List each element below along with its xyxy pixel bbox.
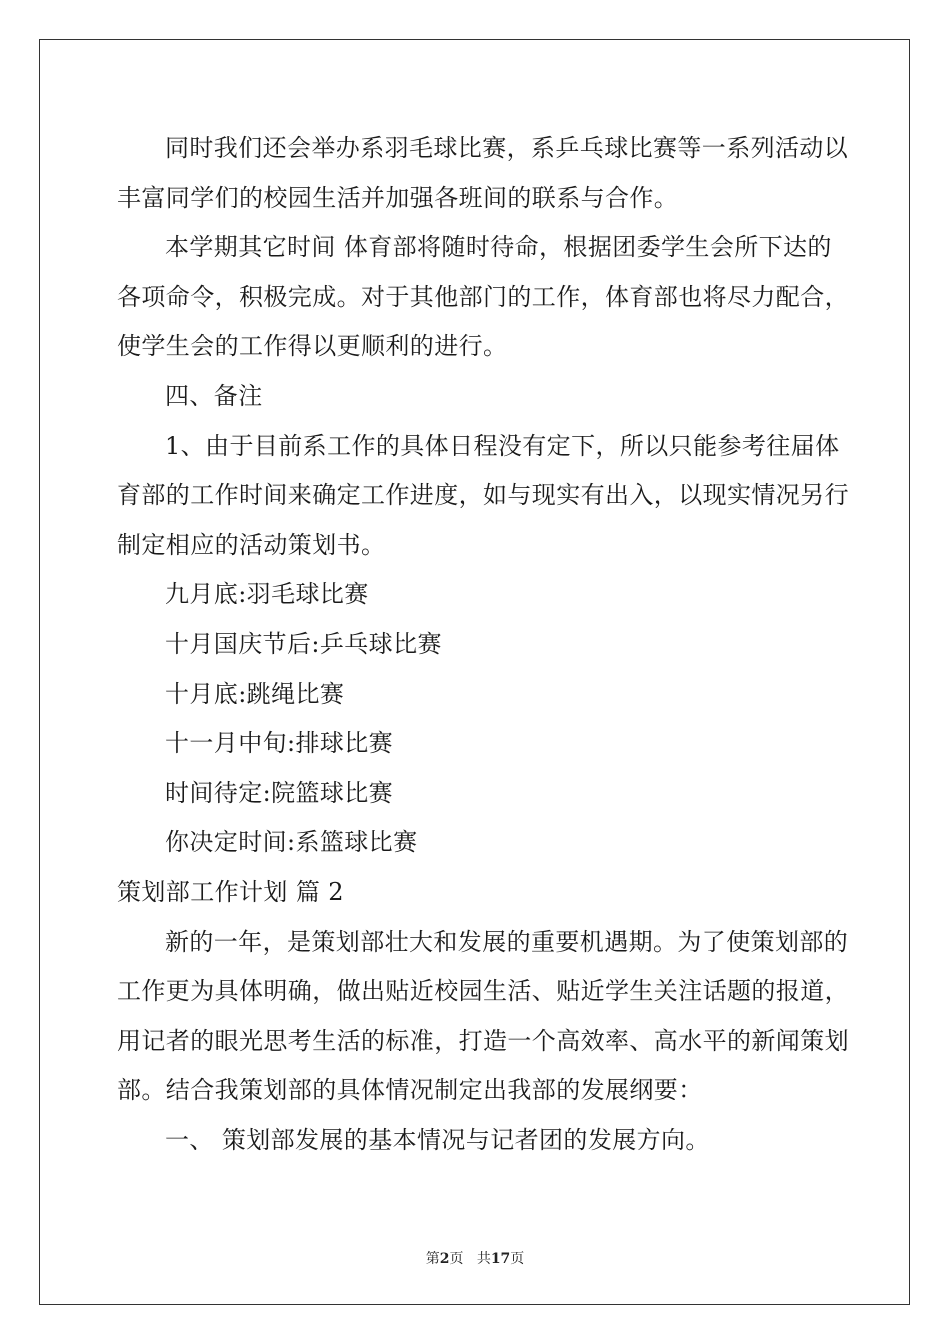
article-title: 策划部工作计划 篇 2	[117, 877, 344, 906]
document-body	[117, 124, 849, 1165]
schedule-item: 九月底:羽毛球比赛	[165, 580, 369, 609]
page-suffix: 页	[449, 1251, 464, 1267]
total-suffix: 页	[510, 1251, 525, 1267]
schedule-item: 十月底:跳绳比赛	[165, 679, 345, 708]
total-pages: 17	[490, 1251, 511, 1267]
paragraph-line: 各项命令，积极完成。对于其他部门的工作，体育部也将尽力配合，	[117, 282, 849, 311]
paragraph-line: 1、由于目前系工作的具体日程没有定下，所以只能参考往届体	[165, 431, 840, 460]
paragraph-line: 同时我们还会举办系羽毛球比赛，系乒乓球比赛等一系列活动以	[165, 134, 849, 162]
paragraph-line: 部。结合我策划部的具体情况制定出我部的发展纲要：	[117, 1076, 703, 1105]
schedule-item: 十月国庆节后:乒乓球比赛	[165, 629, 442, 658]
paragraph-line: 用记者的眼光思考生活的标准，打造一个高效率、高水平的新闻策划	[117, 1026, 849, 1055]
schedule-item: 你决定时间:系篮球比赛	[165, 828, 418, 857]
section-heading: 四、备注	[165, 381, 263, 410]
page-footer	[0, 1248, 950, 1268]
paragraph-line: 制定相应的活动策划书。	[117, 530, 386, 559]
section-heading: 一、 策划部发展的基本情况与记者团的发展方向。	[165, 1125, 710, 1154]
total-prefix: 共	[476, 1251, 491, 1267]
schedule-item: 时间待定:院篮球比赛	[165, 778, 394, 807]
page-prefix: 第	[425, 1251, 440, 1267]
paragraph-line: 使学生会的工作得以更顺利的进行。	[117, 332, 508, 361]
page-number: 2	[439, 1251, 450, 1267]
paragraph-line: 工作更为具体明确，做出贴近校园生活、贴近学生关注话题的报道，	[117, 977, 849, 1006]
paragraph-line: 丰富同学们的校园生活并加强各班间的联系与合作。	[117, 183, 679, 212]
schedule-item: 十一月中旬:排球比赛	[165, 729, 394, 758]
paragraph-line: 本学期其它时间 体育部将随时待命，根据团委学生会所下达的	[165, 233, 832, 262]
paragraph-line: 新的一年，是策划部壮大和发展的重要机遇期。为了使策划部的	[165, 927, 849, 956]
paragraph-line: 育部的工作时间来确定工作进度，如与现实有出入，以现实情况另行	[117, 481, 849, 510]
